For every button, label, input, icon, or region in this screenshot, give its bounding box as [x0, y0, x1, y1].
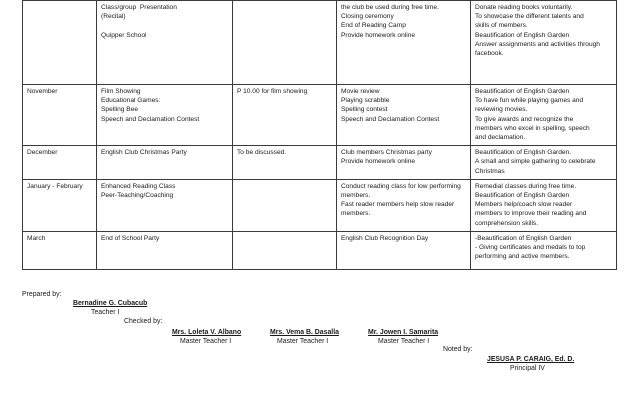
cell-text: P 10.00 for film showing — [237, 88, 308, 95]
table-row — [23, 146, 617, 180]
strategies-cell — [337, 231, 471, 269]
checked-by-label: Checked by: — [124, 318, 163, 325]
cell-line: Movie review — [341, 88, 380, 95]
cell-line: - Giving certificates and medals to top — [475, 244, 586, 252]
checker-name: Mr. Jowen I. Samarita — [368, 329, 439, 336]
budget-cell — [233, 85, 337, 146]
checker-name: Mrs. Vema B. Dasalla — [270, 329, 339, 336]
outcomes-cell — [471, 231, 617, 269]
strategies-cell — [337, 146, 471, 180]
strategies-cell — [337, 179, 471, 231]
activities-cell — [97, 231, 233, 269]
activity-plan-body — [23, 1, 617, 270]
cell-line: Closing ceremony — [341, 13, 394, 21]
cell-line: Educational Games: — [101, 97, 161, 105]
table-row — [23, 231, 617, 269]
prepared-by-label: Prepared by: — [22, 291, 62, 298]
checker-title: Master Teacher I — [378, 338, 430, 345]
cell-line: English Club Recognition Day — [341, 234, 429, 242]
outcomes-cell — [471, 1, 617, 85]
cell-line: Christmas — [475, 167, 505, 175]
cell-line: Speech and Declamation Contest — [101, 115, 200, 123]
activities-cell — [97, 146, 233, 180]
noted-by-label: Noted by: — [443, 346, 473, 353]
noted-by-name: JESUSA P. CARAIG, Ed. D. — [487, 356, 575, 363]
budget-cell — [233, 146, 337, 180]
cell-line: To give awards and recognize the — [475, 115, 574, 123]
cell-line: Provide homework online — [341, 158, 416, 166]
cell-line: English Club Christmas Party — [101, 149, 187, 157]
cell-line: A small and simple gathering to celebrate — [475, 158, 596, 166]
cell-line: comprehension skills. — [475, 219, 539, 227]
cell-line — [101, 21, 228, 30]
cell-line: Class/group Presentation — [101, 4, 177, 11]
cell-line: members. — [341, 192, 371, 200]
activities-cell — [97, 85, 233, 146]
checker-title: Master Teacher I — [277, 338, 329, 345]
table-row — [23, 85, 617, 146]
strategies-cell — [337, 85, 471, 146]
budget-cell — [233, 179, 337, 231]
cell-line: Remedial classes during free time. — [475, 182, 577, 190]
prepared-by-title: Teacher I — [91, 309, 120, 316]
cell-line: End of School Party — [101, 234, 160, 242]
cell-line: Beautification of English Garden — [475, 31, 570, 39]
cell-line: To have fun while playing games and — [475, 97, 584, 105]
cell-text: December — [27, 149, 58, 157]
cell-line: Film Showing — [101, 88, 141, 95]
activity-plan-table — [22, 0, 617, 270]
cell-line: Peer-Teaching/Coaching — [101, 192, 174, 200]
cell-line: skills of members. — [475, 22, 528, 30]
cell-line: Members help/coach slow reader — [475, 201, 573, 209]
cell-text: March — [27, 234, 46, 242]
checker-title: Master Teacher I — [180, 338, 232, 345]
activities-cell — [97, 179, 233, 231]
cell-line: Playing scrabble — [341, 97, 390, 105]
cell-line: Beautification of English Garden — [475, 192, 570, 200]
cell-line: Quipper School — [101, 31, 147, 39]
month-cell — [23, 231, 97, 269]
month-cell — [23, 85, 97, 146]
cell-line: members. — [341, 210, 371, 218]
cell-line: Enhanced Reading Class — [101, 182, 176, 190]
cell-line: Club members Christmas party — [341, 149, 432, 157]
table-row — [23, 1, 617, 85]
month-cell — [23, 179, 97, 231]
outcomes-cell — [471, 179, 617, 231]
cell-line: members who excel in spelling, speech — [475, 124, 590, 132]
prepared-by-name: Bernadine G. Cubacub — [73, 300, 148, 307]
cell-line: Conduct reading class for low performing — [341, 182, 461, 190]
month-cell — [23, 146, 97, 180]
activities-cell — [97, 1, 233, 85]
cell-line: Donate reading books voluntarily. — [475, 4, 573, 11]
strategies-cell — [337, 1, 471, 85]
noted-by-title: Principal IV — [510, 365, 545, 372]
cell-line: -Beautification of English Garden — [475, 234, 572, 242]
cell-line: (Recital) — [101, 13, 126, 21]
cell-line: members to improve their reading and — [475, 210, 587, 218]
cell-line: Beautification of English Garden. — [475, 149, 572, 157]
cell-line: Answer assignments and activities through — [475, 40, 600, 48]
cell-line: End of Reading Camp — [341, 22, 406, 30]
outcomes-cell — [471, 85, 617, 146]
outcomes-cell — [471, 146, 617, 180]
budget-cell — [233, 231, 337, 269]
cell-text: January - February — [27, 182, 83, 190]
cell-line: Spelling Bee — [101, 106, 139, 114]
budget-cell — [233, 1, 337, 85]
table-row — [23, 179, 617, 231]
cell-text: November — [27, 88, 58, 95]
cell-line: Beautification of English Garden — [475, 88, 570, 95]
cell-line: Fast reader members help slow reader — [341, 201, 455, 209]
checker-name: Mrs. Loleta V. Albano — [172, 329, 242, 336]
cell-line: facebook. — [475, 50, 504, 58]
cell-line: and declamation. — [475, 134, 526, 142]
cell-line: performing and active members. — [475, 253, 570, 261]
cell-line: reviewing movies. — [475, 106, 528, 114]
month-cell — [23, 1, 97, 85]
cell-line: To showcase the different talents and — [475, 13, 584, 21]
cell-text: To be discussed. — [237, 149, 287, 157]
cell-line: Spelling contest — [341, 106, 388, 114]
cell-line: Provide homework online — [341, 31, 416, 39]
cell-line: the club be used during free time. — [341, 4, 439, 11]
cell-line: Speech and Declamation Contest — [341, 115, 440, 123]
